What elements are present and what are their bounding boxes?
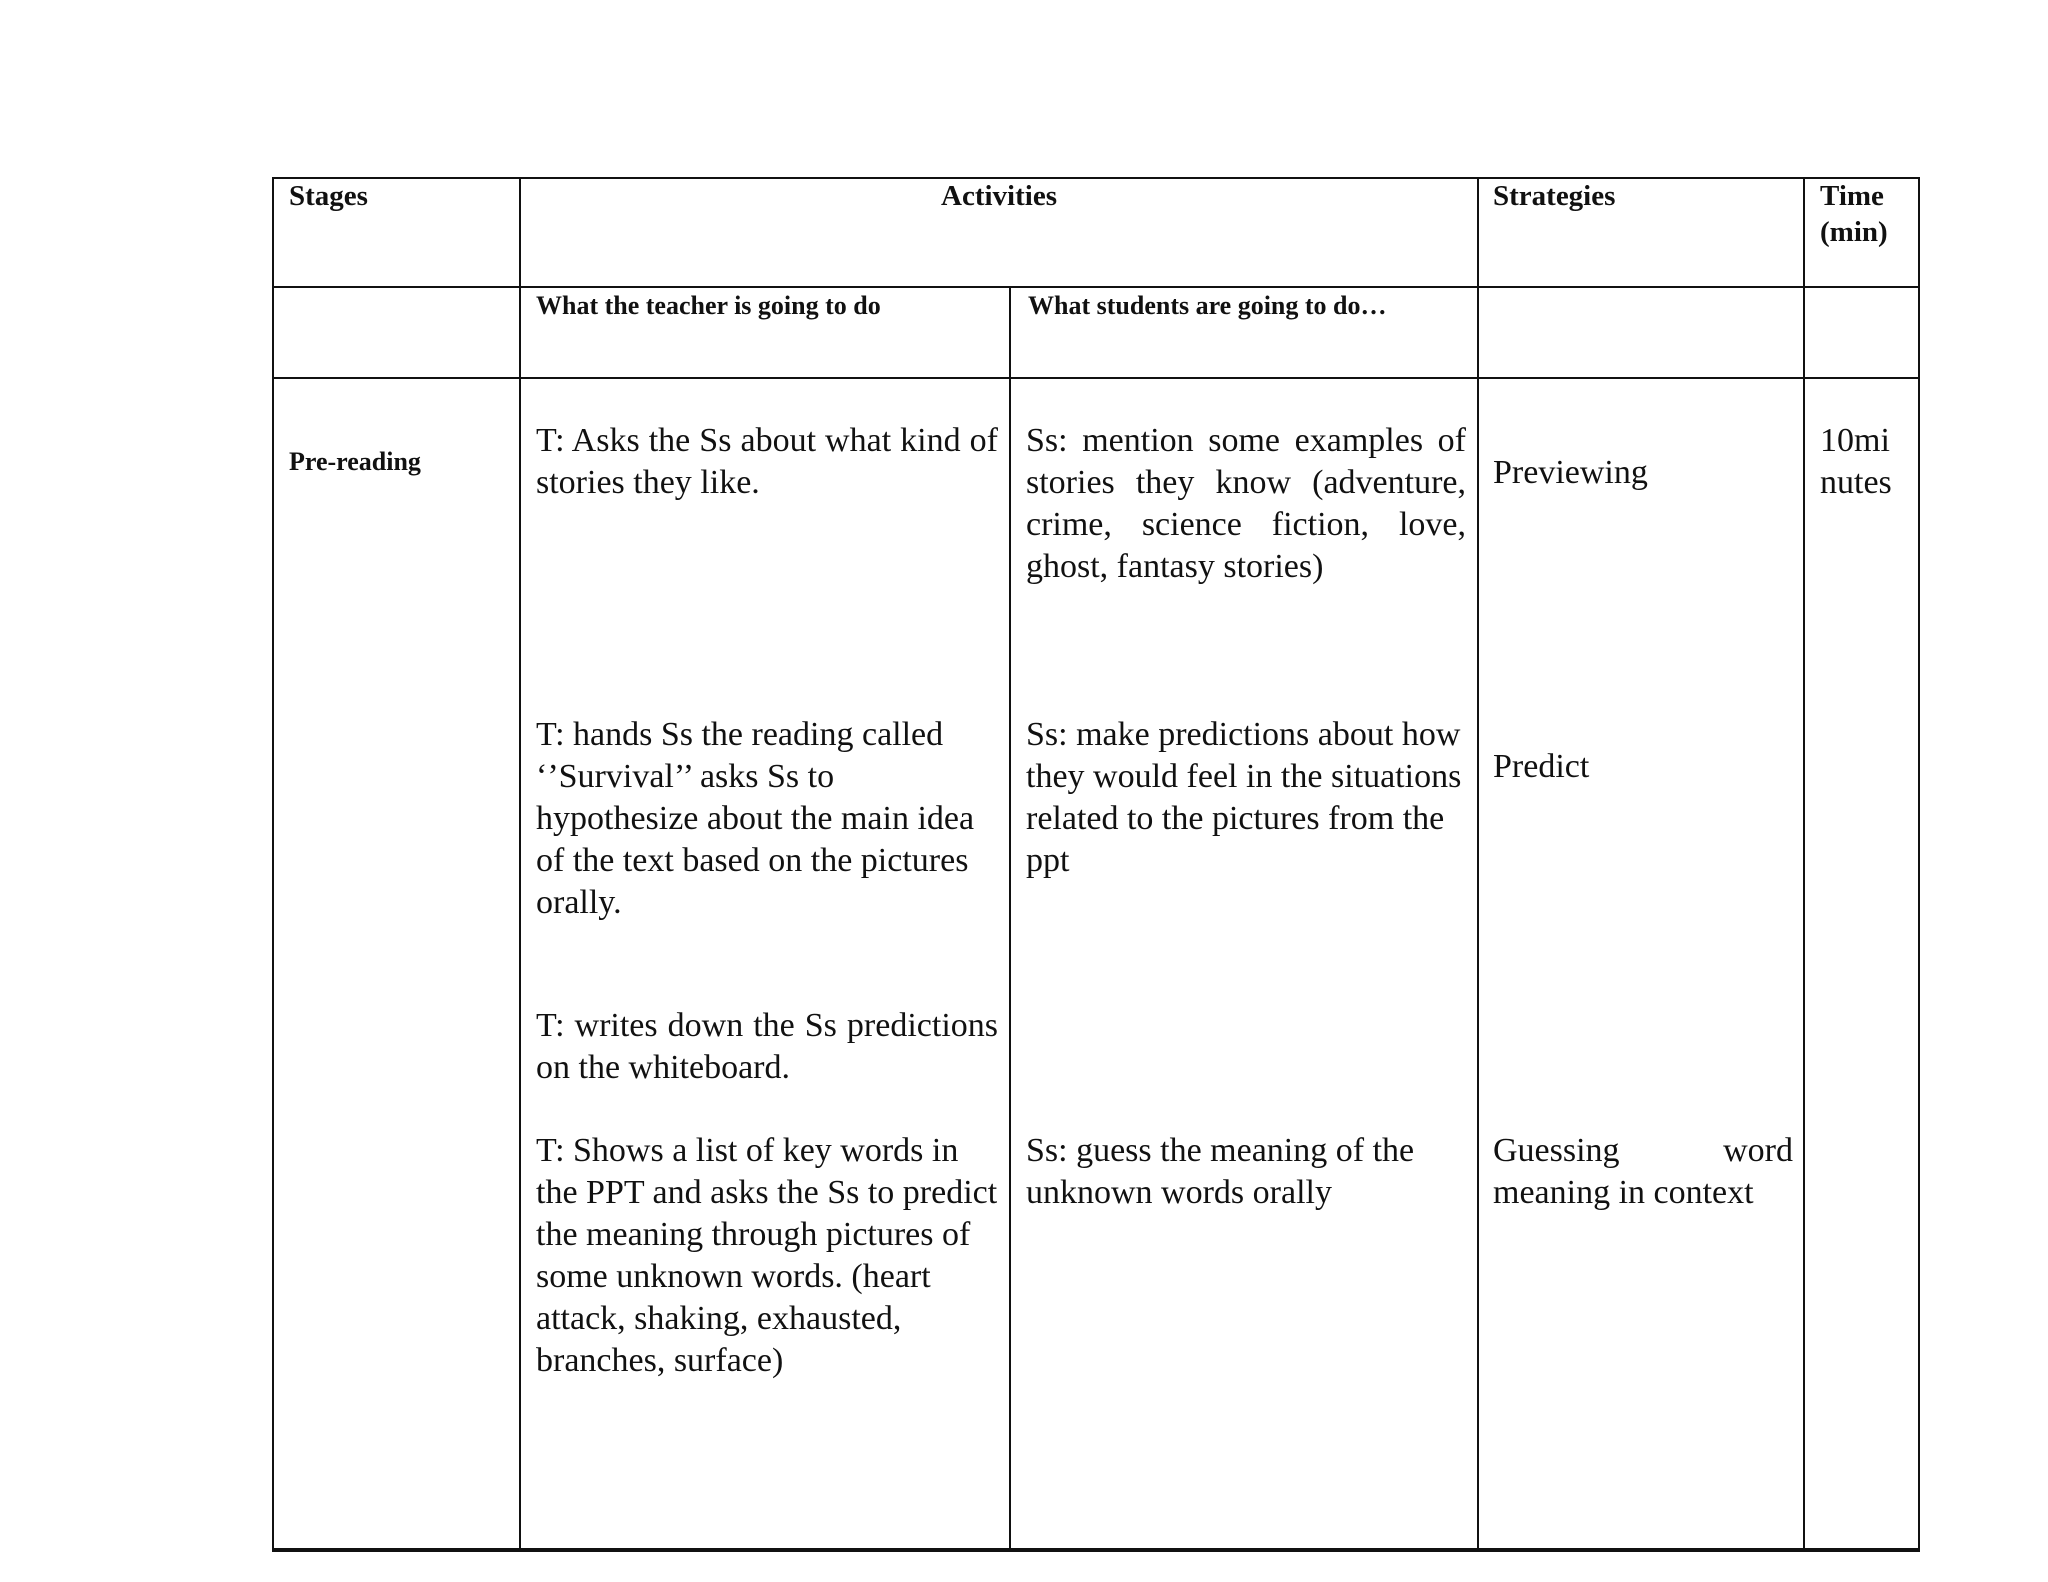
header-activities: Activities [941, 180, 1057, 212]
header-time: Time (min) [1820, 180, 1888, 248]
row2-strategy: Predict [1493, 748, 1590, 785]
header-stages: Stages [289, 180, 368, 212]
stages-divider [519, 177, 521, 1552]
table-left-border [272, 177, 274, 1552]
row4-strategy: Guessing word meaning in context [1493, 1132, 1793, 1211]
activities-divider [1009, 286, 1011, 1552]
row2-teacher-activity: T: hands Ss the reading called ‘’Survival’’ asks Ss to hypothesize about the main idea of the text based on the pictures orally. [536, 716, 975, 921]
row1-teacher-activity: T: Asks the Ss about what kind of stories they like. [536, 422, 998, 501]
row2-student-activity: Ss: make predictions about how they would feel in the situations related to the pictures from the ppt [1026, 716, 1462, 879]
time-value: 10minutes [1820, 422, 1892, 501]
row1-student-activity: Ss: mention some examples of stories they know (adventure, crime, science fiction, love, ghost, fantasy stories) [1026, 422, 1466, 585]
header-strategies: Strategies [1493, 180, 1616, 212]
subheader-students: What students are going to do… [1028, 291, 1387, 320]
row4-student-activity: Ss: guess the meaning of the unknown words orally [1026, 1132, 1415, 1211]
subheader-teacher: What the teacher is going to do [536, 291, 881, 320]
row1-strategy: Previewing [1493, 454, 1648, 491]
table-right-border [1918, 177, 1920, 1552]
row4-teacher-activity: T: Shows a list of key words in the PPT and asks the Ss to predict the meaning through pictures of some unknown words. (heart attack, shaking, exhausted, branches, surface) [536, 1132, 998, 1379]
stage-label: Pre-reading [289, 447, 421, 476]
strategies-divider [1477, 177, 1479, 1552]
row3-teacher-activity: T: writes down the Ss predictions on the whiteboard. [536, 1007, 998, 1086]
time-divider [1803, 177, 1805, 1552]
